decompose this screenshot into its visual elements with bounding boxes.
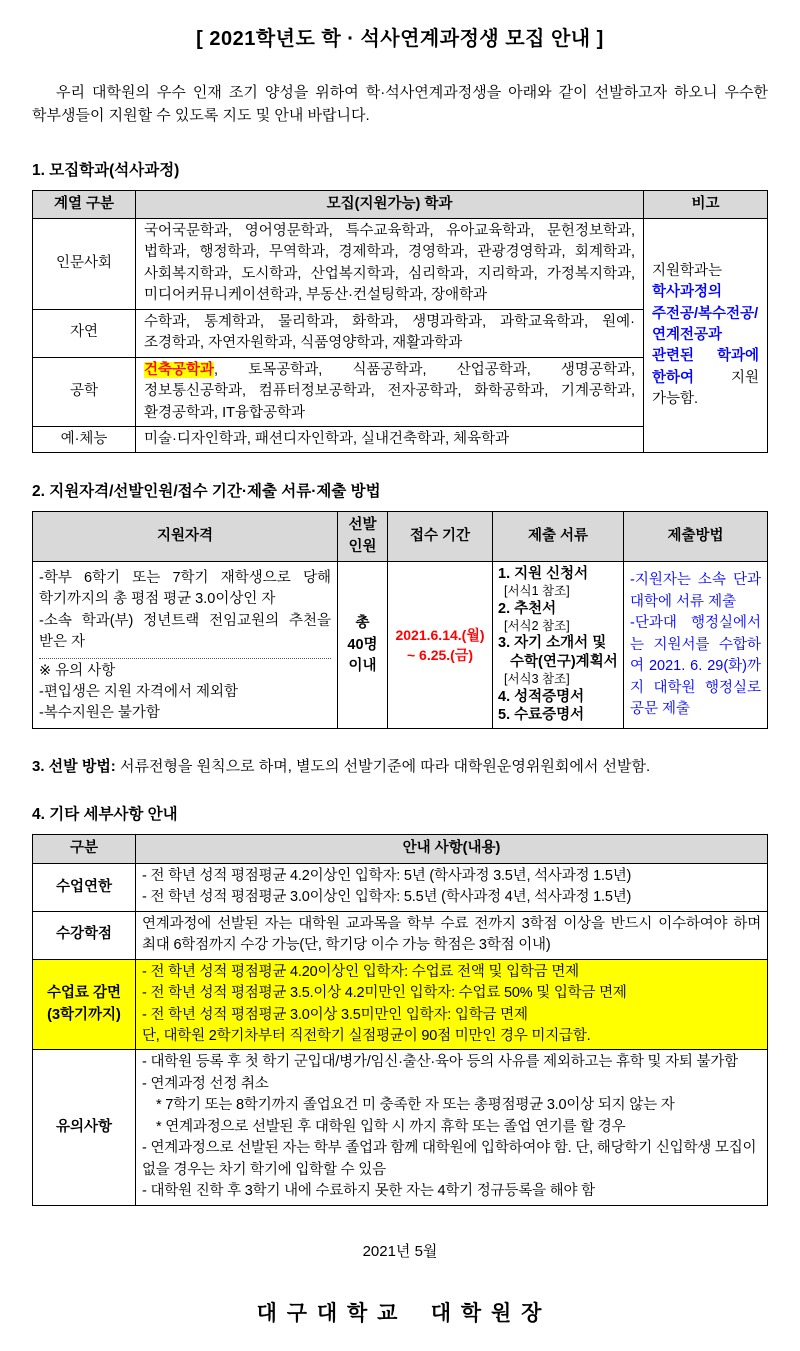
content-line: - 전 학년 성적 평점평균 3.0이상인 입학자: 5.5년 (학사과정 4년, 석사과정 1.5년) (142, 889, 632, 906)
period-cell (388, 562, 493, 729)
row-label: 수업연한 (33, 863, 136, 911)
row-label-line: 수업료 감면 (46, 985, 122, 1002)
quota-header-line1: 선발 (348, 517, 377, 534)
content-line: - 대학원 진학 후 3학기 내에 수료하지 못한 자는 4학기 정규등록을 해야 함 (142, 1183, 595, 1200)
qualification-cell (33, 562, 338, 729)
note-cell (644, 218, 768, 453)
row-content: 연계과정에 선발된 자는 대학원 교과목을 학부 수료 전까지 3학점 이상을 반드시 이수하여야 하며 최대 6학점까지 수강 가능(단, 학기당 이수 가능 학점은 3학점 이내) (136, 911, 768, 959)
row-label: 수강학점 (33, 911, 136, 959)
intro-paragraph: 우리 대학원의 우수 인재 조기 양성을 위하여 학·석사연계과정생을 아래와 같이 선발하고자 하오니 우수한 학부생들이 지원할 수 있도록 지도 및 안내 바랍니다. (32, 84, 768, 125)
col-header-period: 접수 기간 (388, 512, 493, 562)
section4-heading: 4. 기타 세부사항 안내 (32, 806, 178, 824)
row-label (33, 959, 136, 1050)
departments-natural: 수학과, 통계학과, 물리학과, 화학과, 생명과학과, 과학교육학과, 원예·조경학과, 자연자원학과, 식품영양학과, 재활과학과 (136, 309, 644, 357)
departments-engineering (136, 357, 644, 426)
col-header-qualification: 지원자격 (33, 512, 338, 562)
table-row-tuition-discount (33, 959, 768, 1050)
period-line: 2021.6.14.(월) (395, 626, 485, 643)
col-header-documents: 제출 서류 (493, 512, 624, 562)
category-engineering: 공학 (33, 357, 136, 426)
document-item: 1. 지원 신청서 (498, 566, 589, 583)
documents-cell (493, 562, 624, 729)
col-header-departments: 모집(지원가능) 학과 (136, 190, 644, 218)
content-line: - 연계과정으로 선발된 자는 학부 졸업과 함께 대학원에 입학하여야 함. 단, 해당학기 신입학생 모집이 없을 경우는 차기 학기에 입학할 수 있음 (142, 1140, 757, 1178)
quota-line: 총 (355, 615, 370, 632)
table-row (33, 218, 768, 309)
row-content (136, 1050, 768, 1205)
col-header-note: 비고 (644, 190, 768, 218)
content-line: - 전 학년 성적 평점평균 3.0이상 3.5미만인 입학자: 입학금 면제 (142, 1006, 528, 1023)
details-table (32, 834, 768, 1205)
content-line: - 대학원 등록 후 첫 학기 군입대/병가/임신·출산·육아 등의 사유를 제외하고는 휴학 및 자퇴 불가함 (142, 1054, 738, 1071)
document-form-ref: [서식3 참조] (504, 672, 570, 687)
table-row-duration (33, 863, 768, 911)
section-application (32, 479, 768, 729)
content-line: - 연계과정 선정 취소 (142, 1075, 269, 1092)
row-label-line: (3학기까지) (47, 1006, 121, 1023)
col-header-category: 계열 구분 (33, 190, 136, 218)
category-arts: 예·체능 (33, 427, 136, 453)
col-header-label: 구분 (33, 835, 136, 863)
content-line: - 전 학년 성적 평점평균 3.5.이상 4.2미만인 입학자: 수업료 50% 및 입학금 면제 (142, 985, 627, 1002)
table-header-row (33, 835, 768, 863)
row-content (136, 959, 768, 1050)
document-item: 4. 성적증명서 (498, 688, 585, 705)
footer-date: 2021년 5월 (362, 1242, 438, 1260)
document-form-ref: [서식2 참조] (504, 618, 570, 633)
method-line: -단과대 행정실에서는 지원서를 수합하여 2021. 6. 29(화)까지 대학원 행정실로 공문 제출 (630, 615, 761, 717)
content-subline: * 7학기 또는 8학기까지 졸업요건 미 충족한 자 또는 총평점평균 3.0이상 되지 않는 자 (156, 1097, 675, 1114)
qualification-item: -소속 학과(부) 정년트랙 전임교원의 추천을 받은 자 (39, 612, 331, 651)
document-form-ref: [서식1 참조] (504, 584, 570, 599)
notice-item: -복수지원은 불가함 (39, 705, 160, 722)
qualification-item: -학부 6학기 또는 7학기 재학생으로 당해 학기까지의 총 평점 평균 3.0이상인 자 (39, 569, 331, 608)
highlighted-department: 건축공학과 (144, 361, 215, 378)
document-item: 2. 추천서 (498, 600, 557, 617)
category-natural: 자연 (33, 309, 136, 357)
note-text-post: 지원 가능함. (652, 369, 759, 408)
notice-title: ※ 유의 사항 (39, 662, 116, 679)
category-humanities: 인문사회 (33, 218, 136, 309)
document-item: 5. 수료증명서 (498, 707, 585, 724)
quota-header-line2: 인원 (348, 538, 377, 555)
application-table (32, 511, 768, 729)
method-cell (624, 562, 768, 729)
period-line: ~ 6.25.(금) (406, 647, 474, 664)
qualification-notice (39, 658, 331, 725)
table-body-row (33, 562, 768, 729)
departments-engineering-rest: , 토목공학과, 식품공학과, 산업공학과, 생명공학과, 정보통신공학과, 컴퓨터정보공학과, 전자공학과, 화학공학과, 기계공학과, 환경공학과, IT융합공학과 (144, 361, 635, 421)
content-line: - 전 학년 성적 평점평균 4.20이상인 입학자: 수업료 전액 및 입학금 면제 (142, 963, 579, 980)
content-line: - 전 학년 성적 평점평균 4.2이상인 입학자: 5년 (학사과정 3.5년, 석사과정 1.5년) (142, 867, 632, 884)
content-line: 단, 대학원 2학기차부터 직전학기 실점평균이 90점 미만인 경우 미지급함. (142, 1027, 591, 1044)
table-header-row (33, 190, 768, 218)
section-recruiting-departments (32, 158, 768, 454)
section1-heading: 1. 모집학과(석사과정) (32, 161, 180, 179)
content-subline: * 연계과정으로 선발된 후 대학원 입학 시 까지 휴학 또는 졸업 연기를 할 경우 (156, 1118, 626, 1135)
departments-table (32, 190, 768, 454)
col-header-method: 제출방법 (624, 512, 768, 562)
note-text-pre: 지원학과는 (652, 262, 723, 279)
table-row-cautions (33, 1050, 768, 1205)
page-title: [ 2021학년도 학 · 석사연계과정생 모집 안내 ] (196, 28, 604, 50)
section3-label: 3. 선발 방법: (32, 758, 116, 776)
col-header-content: 안내 사항(내용) (136, 835, 768, 863)
notice-item: -편입생은 지원 자격에서 제외함 (39, 684, 239, 701)
section3-text: 서류전형을 원칙으로 하며, 별도의 선발기준에 따라 대학원운영위원회에서 선발함. (115, 758, 651, 776)
section-other-details (32, 802, 768, 1205)
table-header-row (33, 512, 768, 562)
table-row-credits (33, 911, 768, 959)
row-content (136, 863, 768, 911)
col-header-quota (338, 512, 388, 562)
section2-heading: 2. 지원자격/선발인원/접수 기간·제출 서류·제출 방법 (32, 483, 381, 501)
departments-humanities: 국어국문학과, 영어영문학과, 특수교육학과, 유아교육학과, 문헌정보학과, 법학과, 행정학과, 무역학과, 경제학과, 경영학과, 관광경영학과, 회계학과, 사회복지학과, 도시학과, 산업복지학과, 심리학과, 지리학과, 가정복지학과, 미디어커뮤니케이션학과, 부동산·컨설팅학과, 장애학과 (136, 218, 644, 309)
section3-selection-method (32, 755, 768, 776)
quota-line: 40명 (347, 636, 378, 653)
quota-line: 이내 (348, 658, 377, 675)
departments-arts: 미술·디자인학과, 패션디자인학과, 실내건축학과, 체육학과 (136, 427, 644, 453)
note-text-emphasis: 학사과정의 주전공/복수전공/연계전공과 관련된 학과에 한하여 (652, 284, 759, 386)
method-line: -지원자는 소속 단과대학에 서류 제출 (630, 572, 761, 610)
row-label: 유의사항 (33, 1050, 136, 1205)
quota-cell (338, 562, 388, 729)
document-item: 3. 자기 소개서 및 수학(연구)계획서 (498, 635, 618, 671)
signature: 대 구 대 학 교 대 학 원 장 (256, 1301, 544, 1325)
